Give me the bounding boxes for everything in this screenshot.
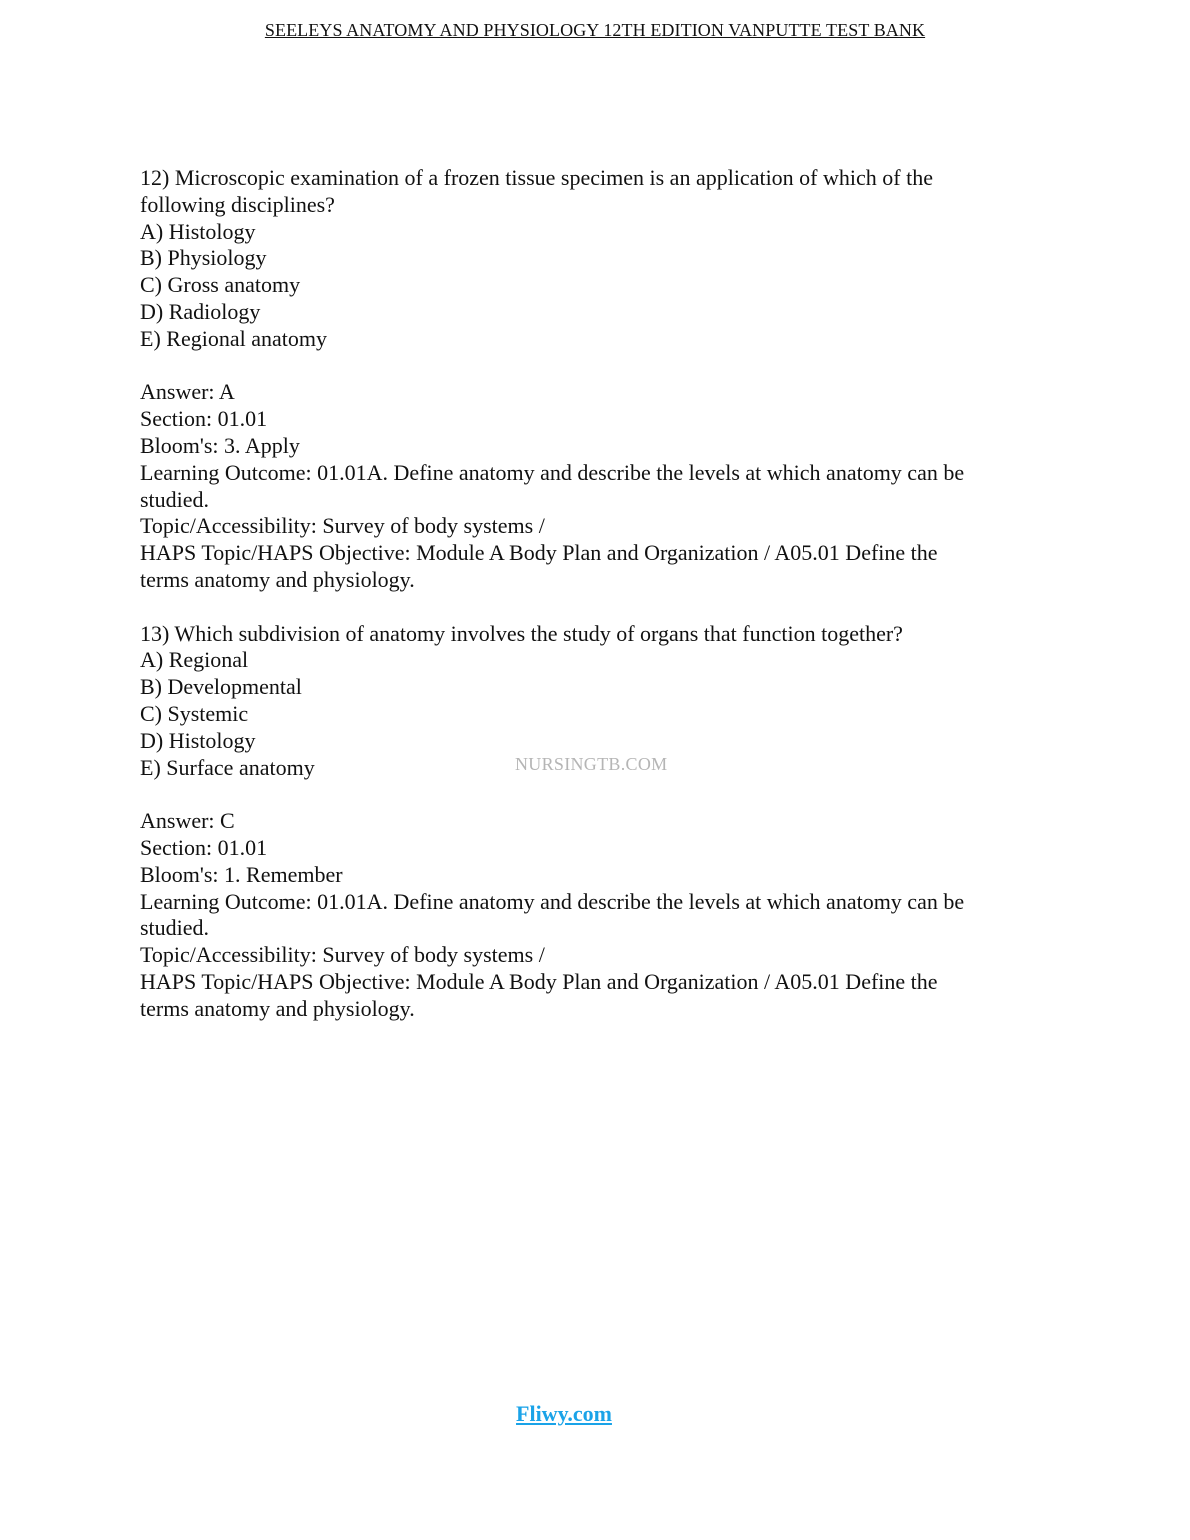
blooms-label: Bloom's: 1. Remember [140, 861, 343, 887]
answer-option: B) Physiology [140, 245, 267, 271]
learning-outcome-line: Learning Outcome: 01.01A. Define anatomy and describe the levels at which anatomy can be [140, 888, 965, 914]
footer-site-link[interactable]: Fliwy.com [516, 1401, 612, 1426]
answer-option: E) Surface anatomy [140, 754, 315, 780]
watermark-text: NURSINGTB.COM [515, 754, 668, 774]
learning-outcome-line: Learning Outcome: 01.01A. Define anatomy and describe the levels at which anatomy can be [140, 459, 965, 485]
haps-objective-line: HAPS Topic/HAPS Objective: Module A Body Plan and Organization / A05.01 Define the [140, 540, 938, 566]
answer-option: D) Histology [140, 727, 256, 753]
section-label: Section: 01.01 [140, 406, 268, 432]
topic-accessibility: Topic/Accessibility: Survey of body systems / [140, 513, 545, 539]
page-header-title: SEELEYS ANATOMY AND PHYSIOLOGY 12TH EDITION VANPUTTE TEST BANK [264, 20, 926, 40]
answer-option: C) Systemic [140, 700, 249, 726]
section-label: Section: 01.01 [140, 834, 268, 860]
question-block [140, 621, 1040, 1023]
answer-option: A) Histology [140, 218, 256, 244]
answer-option: C) Gross anatomy [140, 272, 301, 298]
answer-key: Answer: C [140, 808, 235, 834]
answer-option: B) Developmental [140, 674, 302, 700]
haps-objective-line: terms anatomy and physiology. [140, 566, 415, 592]
haps-objective-line: terms anatomy and physiology. [140, 995, 415, 1021]
learning-outcome-line: studied. [140, 915, 210, 941]
spacer [140, 594, 1040, 621]
blooms-label: Bloom's: 3. Apply [140, 432, 300, 458]
topic-accessibility: Topic/Accessibility: Survey of body systems / [140, 942, 545, 968]
answer-option: A) Regional [140, 647, 249, 673]
haps-objective-line: HAPS Topic/HAPS Objective: Module A Body Plan and Organization / A05.01 Define the [140, 968, 938, 994]
question-stem-line: following disciplines? [140, 191, 335, 217]
answer-key: Answer: A [140, 379, 235, 405]
question-content [140, 165, 1040, 1023]
question-block [140, 165, 1040, 594]
spacer [140, 781, 1040, 808]
answer-option: E) Regional anatomy [140, 325, 327, 351]
spacer [140, 353, 1040, 380]
question-stem-line: 12) Microscopic examination of a frozen tissue specimen is an application of which of the [140, 165, 933, 190]
question-stem-line: 13) Which subdivision of anatomy involves the study of organs that function together? [140, 620, 903, 646]
answer-option: D) Radiology [140, 298, 261, 324]
learning-outcome-line: studied. [140, 486, 210, 512]
